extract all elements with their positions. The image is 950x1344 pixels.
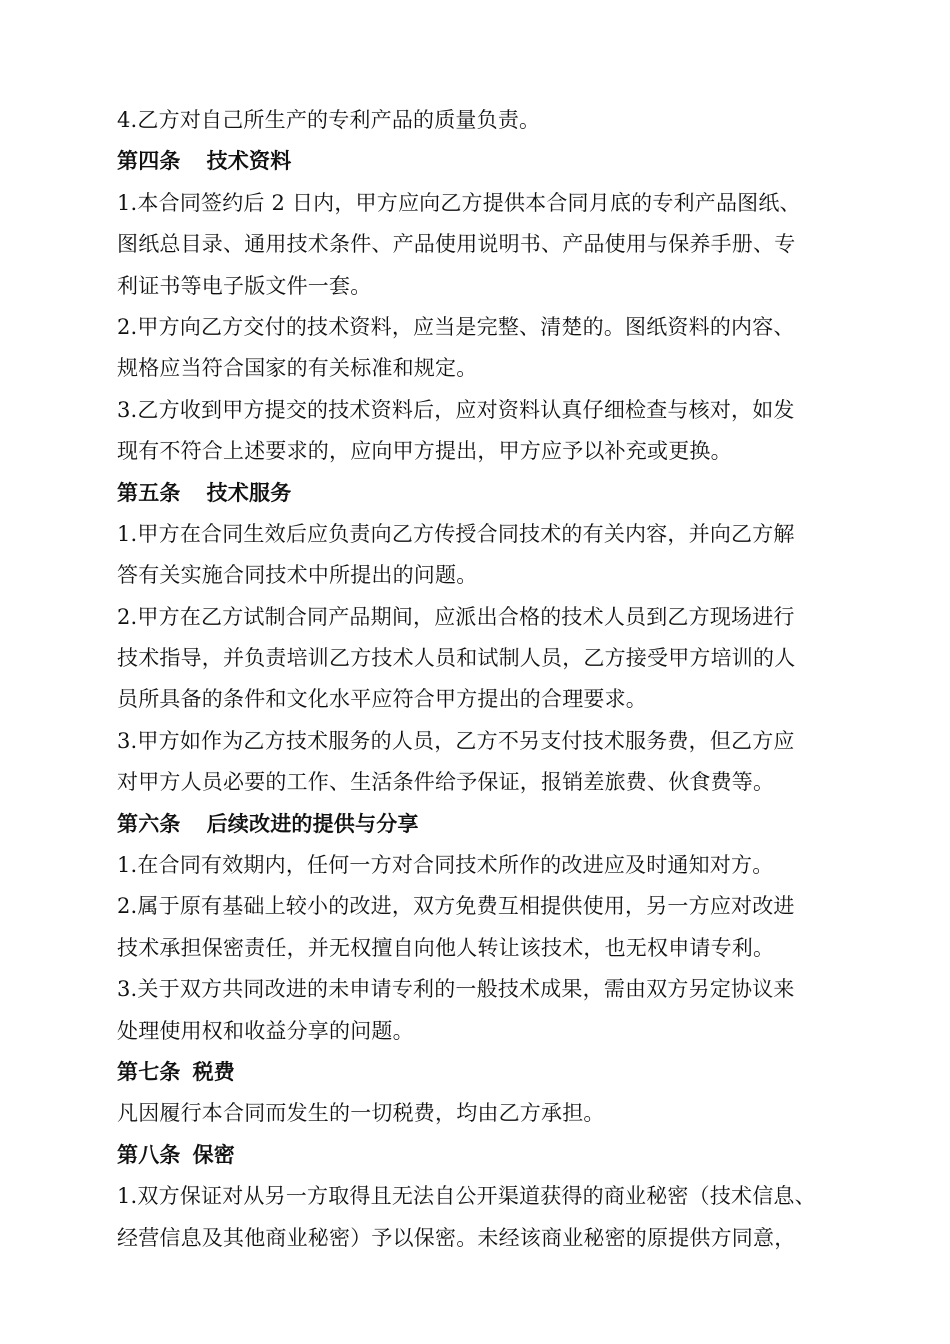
text-line: 处理使用权和收益分享的问题。 <box>117 1018 414 1043</box>
text-line: 技术指导，并负责培训乙方技术人员和试制人员，乙方接受甲方培训的人 <box>117 646 796 671</box>
text-line: 2.甲方向乙方交付的技术资料，应当是完整、清楚的。图纸资料的内容、 <box>117 314 795 339</box>
section-title: 技术服务 <box>206 480 292 505</box>
text-line: 现有不符合上述要求的，应向甲方提出，甲方应予以补充或更换。 <box>117 439 732 464</box>
text-line: 员所具备的条件和文化水平应符合甲方提出的合理要求。 <box>117 687 647 712</box>
section-title: 后续改进的提供与分享 <box>206 811 419 836</box>
section-title: 保密 <box>192 1142 236 1167</box>
text-line: 3.甲方如作为乙方技术服务的人员，乙方不另支付技术服务费，但乙方应 <box>117 728 795 753</box>
section-number: 第八条 <box>117 1142 181 1167</box>
section-title: 技术资料 <box>206 149 292 174</box>
text-line: 答有关实施合同技术中所提出的问题。 <box>117 563 478 588</box>
text-line: 图纸总目录、通用技术条件、产品使用说明书、产品使用与保养手册、专 <box>117 232 796 257</box>
section-number: 第六条 <box>117 811 181 836</box>
text-line: 利证书等电子版文件一套。 <box>117 273 372 298</box>
text-line: 1.本合同签约后 2 日内，甲方应向乙方提供本合同月底的专利产品图纸、 <box>117 190 801 215</box>
text-line: 规格应当符合国家的有关标准和规定。 <box>117 356 478 381</box>
section-title: 税费 <box>192 1059 236 1084</box>
text-line: 对甲方人员必要的工作、生活条件给予保证，报销差旅费、伙食费等。 <box>117 770 775 795</box>
section-heading <box>117 1052 837 1093</box>
text-line: 2.属于原有基础上较小的改进，双方免费互相提供使用，另一方应对改进 <box>117 894 795 919</box>
section-number: 第四条 <box>117 149 181 174</box>
text-line: 3.乙方收到甲方提交的技术资料后，应对资料认真仔细检查与核对，如发 <box>117 397 795 422</box>
text-line: 凡因履行本合同而发生的一切税费，均由乙方承担。 <box>117 1101 605 1126</box>
text-line: 3.关于双方共同改进的未申请专利的一般技术成果，需由双方另定协议来 <box>117 977 795 1002</box>
section-heading <box>117 473 837 514</box>
section-number: 第五条 <box>117 480 181 505</box>
text-line: 经营信息及其他商业秘密）予以保密。未经该商业秘密的原提供方同意， <box>117 1225 796 1250</box>
section-heading <box>117 804 837 845</box>
section-number: 第七条 <box>117 1059 181 1084</box>
text-line: 1.在合同有效期内，任何一方对合同技术所作的改进应及时通知对方。 <box>117 853 774 878</box>
section-heading <box>117 1135 837 1176</box>
text-line: 4.乙方对自己所生产的专利产品的质量负责。 <box>117 108 541 132</box>
section-heading <box>117 141 837 182</box>
document-page <box>117 100 837 1259</box>
text-line: 技术承担保密责任，并无权擅自向他人转让该技术，也无权申请专利。 <box>117 935 775 960</box>
text-line: 2.甲方在乙方试制合同产品期间，应派出合格的技术人员到乙方现场进行 <box>117 604 795 629</box>
text-line: 1.双方保证对从另一方取得且无法自公开渠道获得的商业秘密（技术信息、 <box>117 1184 816 1209</box>
text-line: 1.甲方在合同生效后应负责向乙方传授合同技术的有关内容，并向乙方解 <box>117 521 795 546</box>
